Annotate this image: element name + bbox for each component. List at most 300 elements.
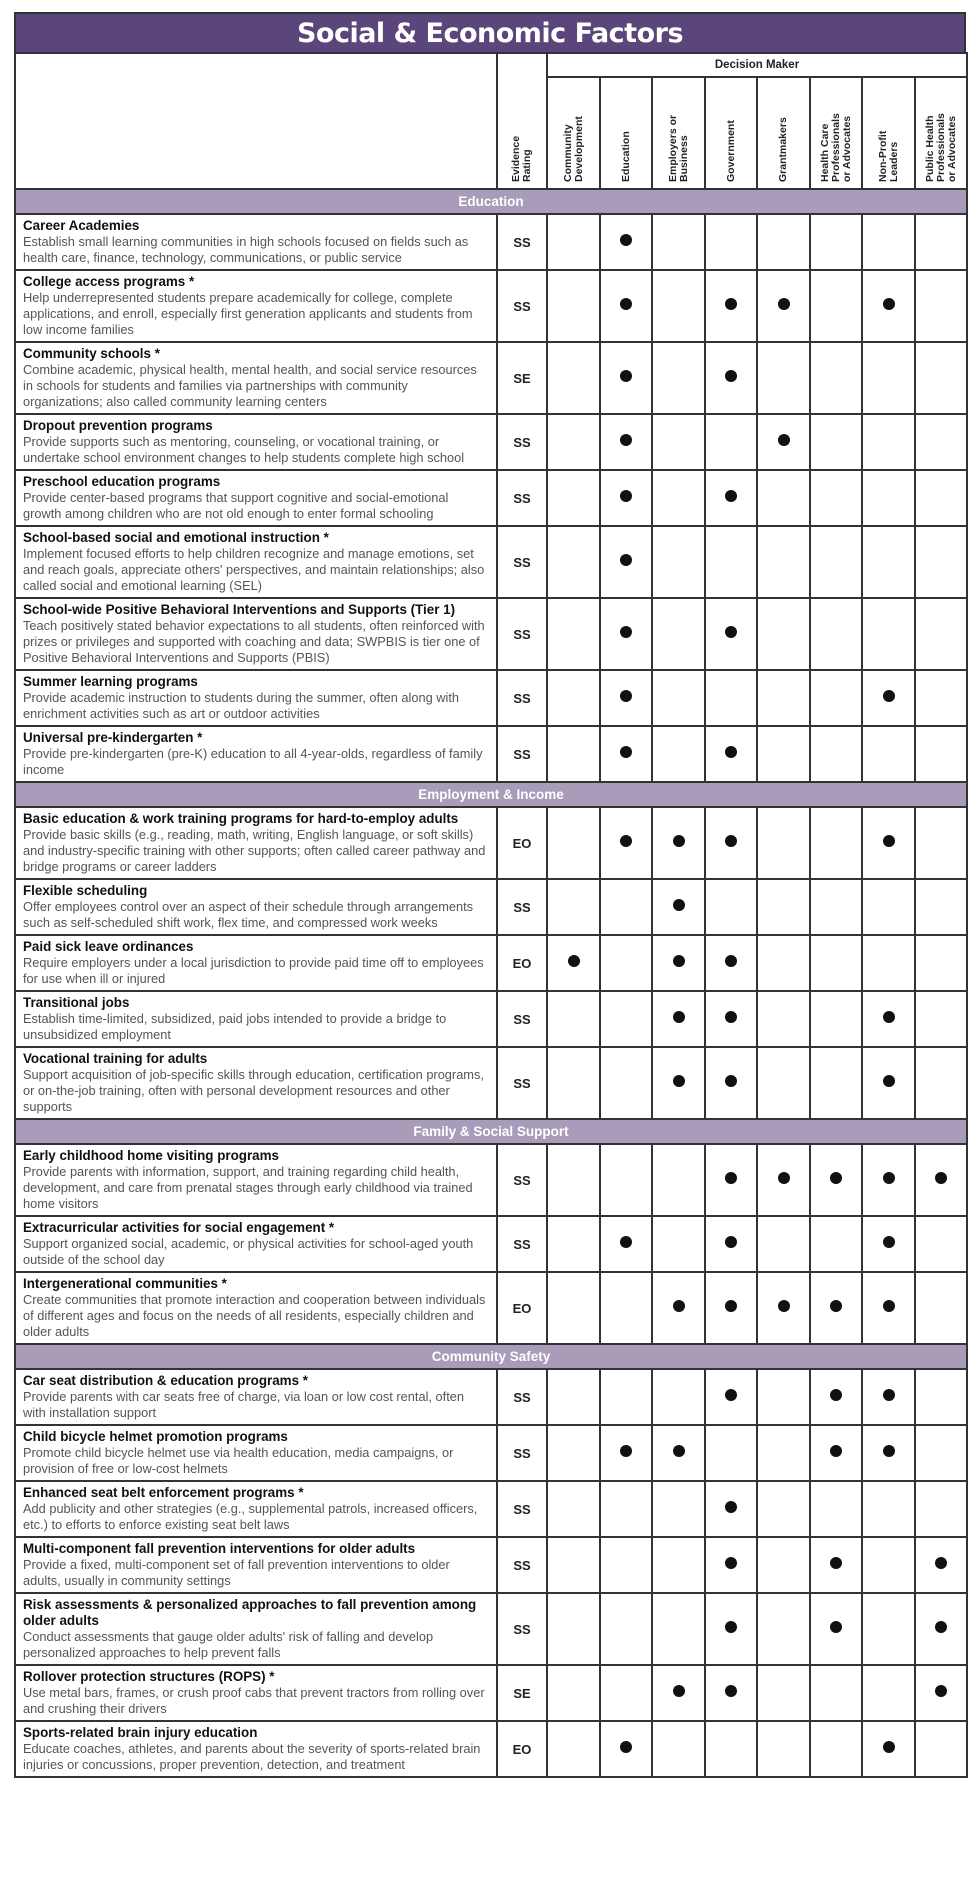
- decision-maker-cell: [915, 1537, 967, 1593]
- table-row: [15, 1369, 967, 1425]
- decision-maker-cell: [705, 991, 757, 1047]
- header-evidence-rating: [497, 53, 547, 189]
- bullet-dot-icon: [778, 1300, 790, 1312]
- strategy-description: Support organized social, academic, or physical activities for school-aged youth outside of the school day: [23, 1236, 474, 1267]
- strategy-cell: [15, 1047, 497, 1119]
- table-row: [15, 1593, 967, 1665]
- decision-maker-cell: [600, 1425, 652, 1481]
- decision-maker-cell: [600, 1537, 652, 1593]
- decision-maker-cell: [652, 1216, 705, 1272]
- table-row: [15, 879, 967, 935]
- bullet-dot-icon: [620, 298, 632, 310]
- evidence-rating: SS: [497, 1144, 547, 1216]
- decision-maker-cell: [705, 526, 757, 598]
- decision-maker-cell: [705, 1216, 757, 1272]
- decision-maker-cell: [600, 342, 652, 414]
- decision-maker-cell: [547, 342, 600, 414]
- decision-maker-cell: [862, 1369, 915, 1425]
- strategy-title: School-wide Positive Behavioral Interventions and Supports (Tier 1): [23, 602, 456, 617]
- decision-maker-cell: [810, 214, 862, 270]
- decision-maker-cell: [547, 1216, 600, 1272]
- decision-maker-cell: [862, 1047, 915, 1119]
- bullet-dot-icon: [725, 370, 737, 382]
- decision-maker-cell: [547, 1593, 600, 1665]
- decision-maker-cell: [547, 598, 600, 670]
- table-row: [15, 935, 967, 991]
- decision-maker-cell: [862, 1537, 915, 1593]
- decision-maker-cell: [705, 1537, 757, 1593]
- decision-maker-cell: [705, 670, 757, 726]
- strategy-description: Establish small learning communities in high schools focused on fields such as health care, finance, technology, communications, or public service: [23, 234, 469, 265]
- bullet-dot-icon: [725, 626, 737, 638]
- evidence-rating: EO: [497, 1272, 547, 1344]
- decision-maker-cell: [810, 991, 862, 1047]
- bullet-dot-icon: [883, 1172, 895, 1184]
- table-row: [15, 270, 967, 342]
- table-row: [15, 1272, 967, 1344]
- decision-maker-cell: [547, 270, 600, 342]
- evidence-rating: SS: [497, 1537, 547, 1593]
- evidence-rating: EO: [497, 807, 547, 879]
- decision-maker-cell: [810, 935, 862, 991]
- table-row: [15, 342, 967, 414]
- bullet-dot-icon: [778, 1172, 790, 1184]
- strategy-description: Establish time-limited, subsidized, paid jobs intended to provide a bridge to unsubsidized employment: [23, 1011, 447, 1042]
- evidence-rating: SS: [497, 270, 547, 342]
- evidence-rating: SS: [497, 214, 547, 270]
- evidence-rating: SS: [497, 598, 547, 670]
- decision-maker-cell: [757, 1216, 810, 1272]
- decision-maker-cell: [810, 1047, 862, 1119]
- decision-maker-cell: [705, 1047, 757, 1119]
- decision-maker-cell: [757, 935, 810, 991]
- strategy-title: Enhanced seat belt enforcement programs *: [23, 1485, 304, 1500]
- strategy-title: Preschool education programs: [23, 474, 221, 489]
- strategy-cell: [15, 726, 497, 782]
- decision-maker-cell: [705, 1593, 757, 1665]
- strategy-cell: [15, 1721, 497, 1777]
- bullet-dot-icon: [935, 1685, 947, 1697]
- section-title: Family & Social Support: [15, 1119, 967, 1144]
- strategy-description: Add publicity and other strategies (e.g., supplemental patrols, increased officers, etc.) to efforts to enforce existing seat belt laws: [23, 1501, 478, 1532]
- decision-maker-cell: [862, 807, 915, 879]
- decision-maker-cell: [810, 1537, 862, 1593]
- decision-maker-cell: [862, 1721, 915, 1777]
- strategy-cell: [15, 598, 497, 670]
- strategy-title: Car seat distribution & education programs *: [23, 1373, 308, 1388]
- decision-maker-cell: [915, 598, 967, 670]
- decision-maker-cell: [705, 1721, 757, 1777]
- decision-maker-cell: [652, 879, 705, 935]
- decision-maker-cell: [862, 214, 915, 270]
- table-row: [15, 1216, 967, 1272]
- bullet-dot-icon: [935, 1172, 947, 1184]
- decision-maker-cell: [757, 1537, 810, 1593]
- decision-maker-cell: [652, 1369, 705, 1425]
- decision-maker-cell: [810, 1481, 862, 1537]
- decision-maker-cell: [547, 1425, 600, 1481]
- decision-maker-cell: [600, 1216, 652, 1272]
- bullet-dot-icon: [883, 1300, 895, 1312]
- strategy-description: Provide basic skills (e.g., reading, math, writing, English language, or soft skills) and industry-specific training with other supports; often called career pathway and bridge programs or career ladders: [23, 827, 486, 874]
- evidence-rating: SS: [497, 526, 547, 598]
- decision-maker-cell: [915, 991, 967, 1047]
- decision-maker-cell: [600, 1047, 652, 1119]
- decision-maker-cell: [915, 1272, 967, 1344]
- decision-maker-cell: [810, 470, 862, 526]
- table-row: [15, 414, 967, 470]
- decision-maker-cell: [757, 1369, 810, 1425]
- bullet-dot-icon: [935, 1557, 947, 1569]
- decision-maker-cell: [652, 598, 705, 670]
- decision-maker-cell: [757, 470, 810, 526]
- decision-maker-cell: [652, 1047, 705, 1119]
- bullet-dot-icon: [883, 1075, 895, 1087]
- strategy-cell: [15, 214, 497, 270]
- strategy-description: Provide parents with car seats free of charge, via loan or low cost rental, often with installation support: [23, 1389, 465, 1420]
- decision-maker-cell: [652, 807, 705, 879]
- decision-maker-cell: [862, 726, 915, 782]
- decision-maker-cell: [915, 1481, 967, 1537]
- table-row: [15, 1537, 967, 1593]
- header-column: [862, 77, 915, 189]
- decision-maker-cell: [652, 1481, 705, 1537]
- strategy-title: Transitional jobs: [23, 995, 130, 1010]
- bullet-dot-icon: [830, 1621, 842, 1633]
- decision-maker-cell: [862, 1593, 915, 1665]
- table-row: [15, 526, 967, 598]
- decision-maker-cell: [652, 1721, 705, 1777]
- strategy-cell: [15, 807, 497, 879]
- decision-maker-cell: [705, 726, 757, 782]
- strategy-description: Promote child bicycle helmet use via health education, media campaigns, or provision of free or low-cost helmets: [23, 1445, 454, 1476]
- header-column: [652, 77, 705, 189]
- decision-maker-cell: [547, 935, 600, 991]
- bullet-dot-icon: [620, 835, 632, 847]
- decision-maker-cell: [915, 270, 967, 342]
- bullet-dot-icon: [673, 1685, 685, 1697]
- decision-maker-cell: [862, 991, 915, 1047]
- decision-maker-cell: [757, 991, 810, 1047]
- strategy-title: Child bicycle helmet promotion programs: [23, 1429, 288, 1444]
- header-column-label: Community Development: [561, 116, 585, 182]
- strategy-description: Educate coaches, athletes, and parents about the severity of sports-related brain injuries or concussions, proper prevention, detection, and treatment: [23, 1741, 481, 1772]
- decision-maker-cell: [547, 526, 600, 598]
- bullet-dot-icon: [673, 1445, 685, 1457]
- decision-maker-cell: [757, 1665, 810, 1721]
- strategy-title: Early childhood home visiting programs: [23, 1148, 279, 1163]
- header-blank: [15, 53, 497, 189]
- evidence-rating: SS: [497, 1425, 547, 1481]
- decision-maker-cell: [862, 1272, 915, 1344]
- bullet-dot-icon: [725, 1685, 737, 1697]
- decision-maker-cell: [652, 1665, 705, 1721]
- bullet-dot-icon: [883, 1011, 895, 1023]
- decision-maker-cell: [862, 1216, 915, 1272]
- strategy-cell: [15, 414, 497, 470]
- decision-maker-cell: [652, 1144, 705, 1216]
- decision-maker-cell: [547, 414, 600, 470]
- decision-maker-cell: [652, 470, 705, 526]
- table-row: [15, 726, 967, 782]
- decision-maker-cell: [862, 270, 915, 342]
- evidence-rating: SS: [497, 470, 547, 526]
- bullet-dot-icon: [725, 1172, 737, 1184]
- header-column: [915, 77, 967, 189]
- decision-maker-cell: [547, 670, 600, 726]
- strategy-title: Paid sick leave ordinances: [23, 939, 194, 954]
- decision-maker-cell: [757, 807, 810, 879]
- bullet-dot-icon: [725, 1621, 737, 1633]
- strategy-cell: [15, 342, 497, 414]
- table-row: [15, 1425, 967, 1481]
- header-column-label: Grantmakers: [777, 117, 789, 182]
- decision-maker-cell: [705, 1425, 757, 1481]
- decision-maker-cell: [600, 726, 652, 782]
- bullet-dot-icon: [830, 1300, 842, 1312]
- decision-maker-cell: [862, 935, 915, 991]
- decision-maker-cell: [757, 1481, 810, 1537]
- decision-maker-cell: [547, 1369, 600, 1425]
- decision-maker-cell: [915, 414, 967, 470]
- decision-maker-cell: [652, 726, 705, 782]
- decision-maker-cell: [862, 1425, 915, 1481]
- strategy-title: School-based social and emotional instruction *: [23, 530, 329, 545]
- evidence-rating: SS: [497, 991, 547, 1047]
- decision-maker-cell: [652, 1272, 705, 1344]
- decision-maker-cell: [547, 1481, 600, 1537]
- decision-maker-cell: [547, 807, 600, 879]
- bullet-dot-icon: [620, 1445, 632, 1457]
- strategy-title: Flexible scheduling: [23, 883, 148, 898]
- bullet-dot-icon: [883, 1445, 895, 1457]
- header-decision-maker: Decision Maker: [547, 53, 967, 77]
- strategy-cell: [15, 1537, 497, 1593]
- decision-maker-cell: [757, 342, 810, 414]
- decision-maker-cell: [915, 1721, 967, 1777]
- evidence-rating: EO: [497, 1721, 547, 1777]
- strategy-description: Help underrepresented students prepare academically for college, complete applications, and enroll, especially first generation applicants and students from low income families: [23, 290, 473, 337]
- decision-maker-cell: [600, 526, 652, 598]
- decision-maker-cell: [810, 414, 862, 470]
- decision-maker-cell: [915, 726, 967, 782]
- decision-maker-cell: [705, 270, 757, 342]
- bullet-dot-icon: [620, 690, 632, 702]
- decision-maker-cell: [652, 1425, 705, 1481]
- decision-maker-cell: [600, 1369, 652, 1425]
- strategy-description: Provide a fixed, multi-component set of fall prevention interventions to older adults, usually in community settings: [23, 1557, 450, 1588]
- bullet-dot-icon: [725, 1389, 737, 1401]
- evidence-rating: SS: [497, 1216, 547, 1272]
- decision-maker-cell: [652, 1537, 705, 1593]
- bullet-dot-icon: [620, 746, 632, 758]
- decision-maker-cell: [652, 670, 705, 726]
- strategy-title: Basic education & work training programs for hard-to-employ adults: [23, 811, 459, 826]
- strategy-cell: [15, 1216, 497, 1272]
- table-row: [15, 807, 967, 879]
- decision-maker-cell: [862, 470, 915, 526]
- decision-maker-cell: [705, 935, 757, 991]
- decision-maker-cell: [600, 1144, 652, 1216]
- bullet-dot-icon: [778, 434, 790, 446]
- table-row: [15, 1665, 967, 1721]
- bullet-dot-icon: [883, 1741, 895, 1753]
- factors-table: [14, 52, 968, 1778]
- decision-maker-cell: [757, 1425, 810, 1481]
- decision-maker-cell: [652, 270, 705, 342]
- decision-maker-cell: [915, 1047, 967, 1119]
- decision-maker-cell: [862, 1665, 915, 1721]
- strategy-description: Provide supports such as mentoring, counseling, or vocational training, or undertake school environment changes to help students complete high school: [23, 434, 465, 465]
- decision-maker-cell: [652, 342, 705, 414]
- decision-maker-cell: [547, 1537, 600, 1593]
- section-header: [15, 1119, 967, 1144]
- evidence-rating: EO: [497, 935, 547, 991]
- decision-maker-cell: [547, 879, 600, 935]
- decision-maker-cell: [652, 935, 705, 991]
- strategy-description: Support acquisition of job-specific skills through education, certification programs, or on-the-job training, often with personal development resources and other supports: [23, 1067, 484, 1114]
- decision-maker-cell: [652, 414, 705, 470]
- header-column-label: Employers or Business: [666, 114, 690, 182]
- strategy-cell: [15, 270, 497, 342]
- evidence-rating: SE: [497, 342, 547, 414]
- decision-maker-cell: [757, 1593, 810, 1665]
- decision-maker-cell: [600, 1665, 652, 1721]
- bullet-dot-icon: [725, 746, 737, 758]
- decision-maker-cell: [600, 414, 652, 470]
- strategy-description: Require employers under a local jurisdiction to provide paid time off to employees for use when ill or injured: [23, 955, 484, 986]
- bullet-dot-icon: [568, 955, 580, 967]
- decision-maker-cell: [600, 1481, 652, 1537]
- decision-maker-cell: [810, 1369, 862, 1425]
- strategy-cell: [15, 1369, 497, 1425]
- decision-maker-cell: [810, 726, 862, 782]
- bullet-dot-icon: [673, 1300, 685, 1312]
- strategy-title: Career Academies: [23, 218, 140, 233]
- strategy-cell: [15, 1593, 497, 1665]
- bullet-dot-icon: [620, 490, 632, 502]
- strategy-cell: [15, 470, 497, 526]
- decision-maker-cell: [757, 214, 810, 270]
- strategy-title: Dropout prevention programs: [23, 418, 213, 433]
- strategy-description: Use metal bars, frames, or crush proof cabs that prevent tractors from rolling over and crushing their drivers: [23, 1685, 485, 1716]
- evidence-rating: SS: [497, 879, 547, 935]
- decision-maker-cell: [652, 214, 705, 270]
- decision-maker-cell: [705, 470, 757, 526]
- header-column-label: Non-Profit Leaders: [876, 130, 900, 182]
- decision-maker-cell: [915, 879, 967, 935]
- decision-maker-cell: [705, 214, 757, 270]
- strategy-description: Create communities that promote interaction and cooperation between individuals of different ages and focus on the needs of all residents, especially children and older adults: [23, 1292, 486, 1339]
- decision-maker-cell: [600, 214, 652, 270]
- decision-maker-cell: [862, 670, 915, 726]
- decision-maker-cell: [915, 526, 967, 598]
- decision-maker-cell: [810, 1272, 862, 1344]
- decision-maker-cell: [757, 598, 810, 670]
- decision-maker-cell: [705, 1144, 757, 1216]
- header-column: [757, 77, 810, 189]
- decision-maker-cell: [915, 1593, 967, 1665]
- evidence-rating: SS: [497, 1481, 547, 1537]
- decision-maker-cell: [757, 526, 810, 598]
- decision-maker-cell: [600, 1593, 652, 1665]
- table-row: [15, 470, 967, 526]
- bullet-dot-icon: [620, 1741, 632, 1753]
- bullet-dot-icon: [725, 955, 737, 967]
- table-row: [15, 1144, 967, 1216]
- bullet-dot-icon: [778, 298, 790, 310]
- strategy-cell: [15, 670, 497, 726]
- decision-maker-cell: [600, 807, 652, 879]
- decision-maker-cell: [810, 1593, 862, 1665]
- strategy-description: Provide center-based programs that support cognitive and social-emotional growth among children who are not old enough to enter formal schooling: [23, 490, 449, 521]
- strategy-title: Risk assessments & personalized approaches to fall prevention among older adults: [23, 1597, 477, 1628]
- bullet-dot-icon: [620, 626, 632, 638]
- decision-maker-cell: [705, 598, 757, 670]
- decision-maker-cell: [915, 935, 967, 991]
- header-column: [547, 77, 600, 189]
- decision-maker-cell: [600, 1721, 652, 1777]
- bullet-dot-icon: [725, 1501, 737, 1513]
- bullet-dot-icon: [725, 490, 737, 502]
- strategy-cell: [15, 991, 497, 1047]
- bullet-dot-icon: [725, 835, 737, 847]
- evidence-rating: SS: [497, 1047, 547, 1119]
- bullet-dot-icon: [935, 1621, 947, 1633]
- header-column: [600, 77, 652, 189]
- decision-maker-cell: [862, 598, 915, 670]
- bullet-dot-icon: [883, 835, 895, 847]
- bullet-dot-icon: [620, 234, 632, 246]
- strategy-title: Sports-related brain injury education: [23, 1725, 258, 1740]
- decision-maker-cell: [652, 991, 705, 1047]
- factors-sheet: [14, 12, 966, 1778]
- section-header: [15, 1344, 967, 1369]
- decision-maker-cell: [705, 1481, 757, 1537]
- decision-maker-cell: [810, 598, 862, 670]
- bullet-dot-icon: [725, 298, 737, 310]
- bullet-dot-icon: [620, 1236, 632, 1248]
- strategy-description: Offer employees control over an aspect of their schedule through arrangements such as self-scheduled shift work, flex time, and compressed work weeks: [23, 899, 474, 930]
- table-row: [15, 670, 967, 726]
- header-column-label: Public Health Professionals or Advocates: [923, 113, 958, 182]
- header-column-label: Government: [724, 120, 737, 182]
- decision-maker-cell: [757, 270, 810, 342]
- decision-maker-cell: [915, 214, 967, 270]
- evidence-rating: SE: [497, 1665, 547, 1721]
- decision-maker-cell: [705, 807, 757, 879]
- bullet-dot-icon: [830, 1389, 842, 1401]
- strategy-description: Provide parents with information, support, and training regarding child health, development, and care from prenatal stages through early childhood via trained home visitors: [23, 1164, 473, 1211]
- bullet-dot-icon: [620, 434, 632, 446]
- strategy-title: Extracurricular activities for social engagement *: [23, 1220, 335, 1235]
- header-column-label: Education: [619, 131, 632, 182]
- evidence-rating-label: Evidence Rating: [510, 135, 533, 182]
- evidence-rating: SS: [497, 726, 547, 782]
- decision-maker-cell: [547, 1272, 600, 1344]
- strategy-cell: [15, 935, 497, 991]
- strategy-title: Rollover protection structures (ROPS) *: [23, 1669, 275, 1684]
- decision-maker-cell: [915, 1425, 967, 1481]
- decision-maker-cell: [915, 470, 967, 526]
- table-row: [15, 1721, 967, 1777]
- strategy-title: Intergenerational communities *: [23, 1276, 227, 1291]
- decision-maker-cell: [757, 1144, 810, 1216]
- strategy-description: Conduct assessments that gauge older adults' risk of falling and develop personalized approaches to help prevent falls: [23, 1629, 434, 1660]
- decision-maker-cell: [862, 1481, 915, 1537]
- header-column: [705, 77, 757, 189]
- decision-maker-cell: [915, 1369, 967, 1425]
